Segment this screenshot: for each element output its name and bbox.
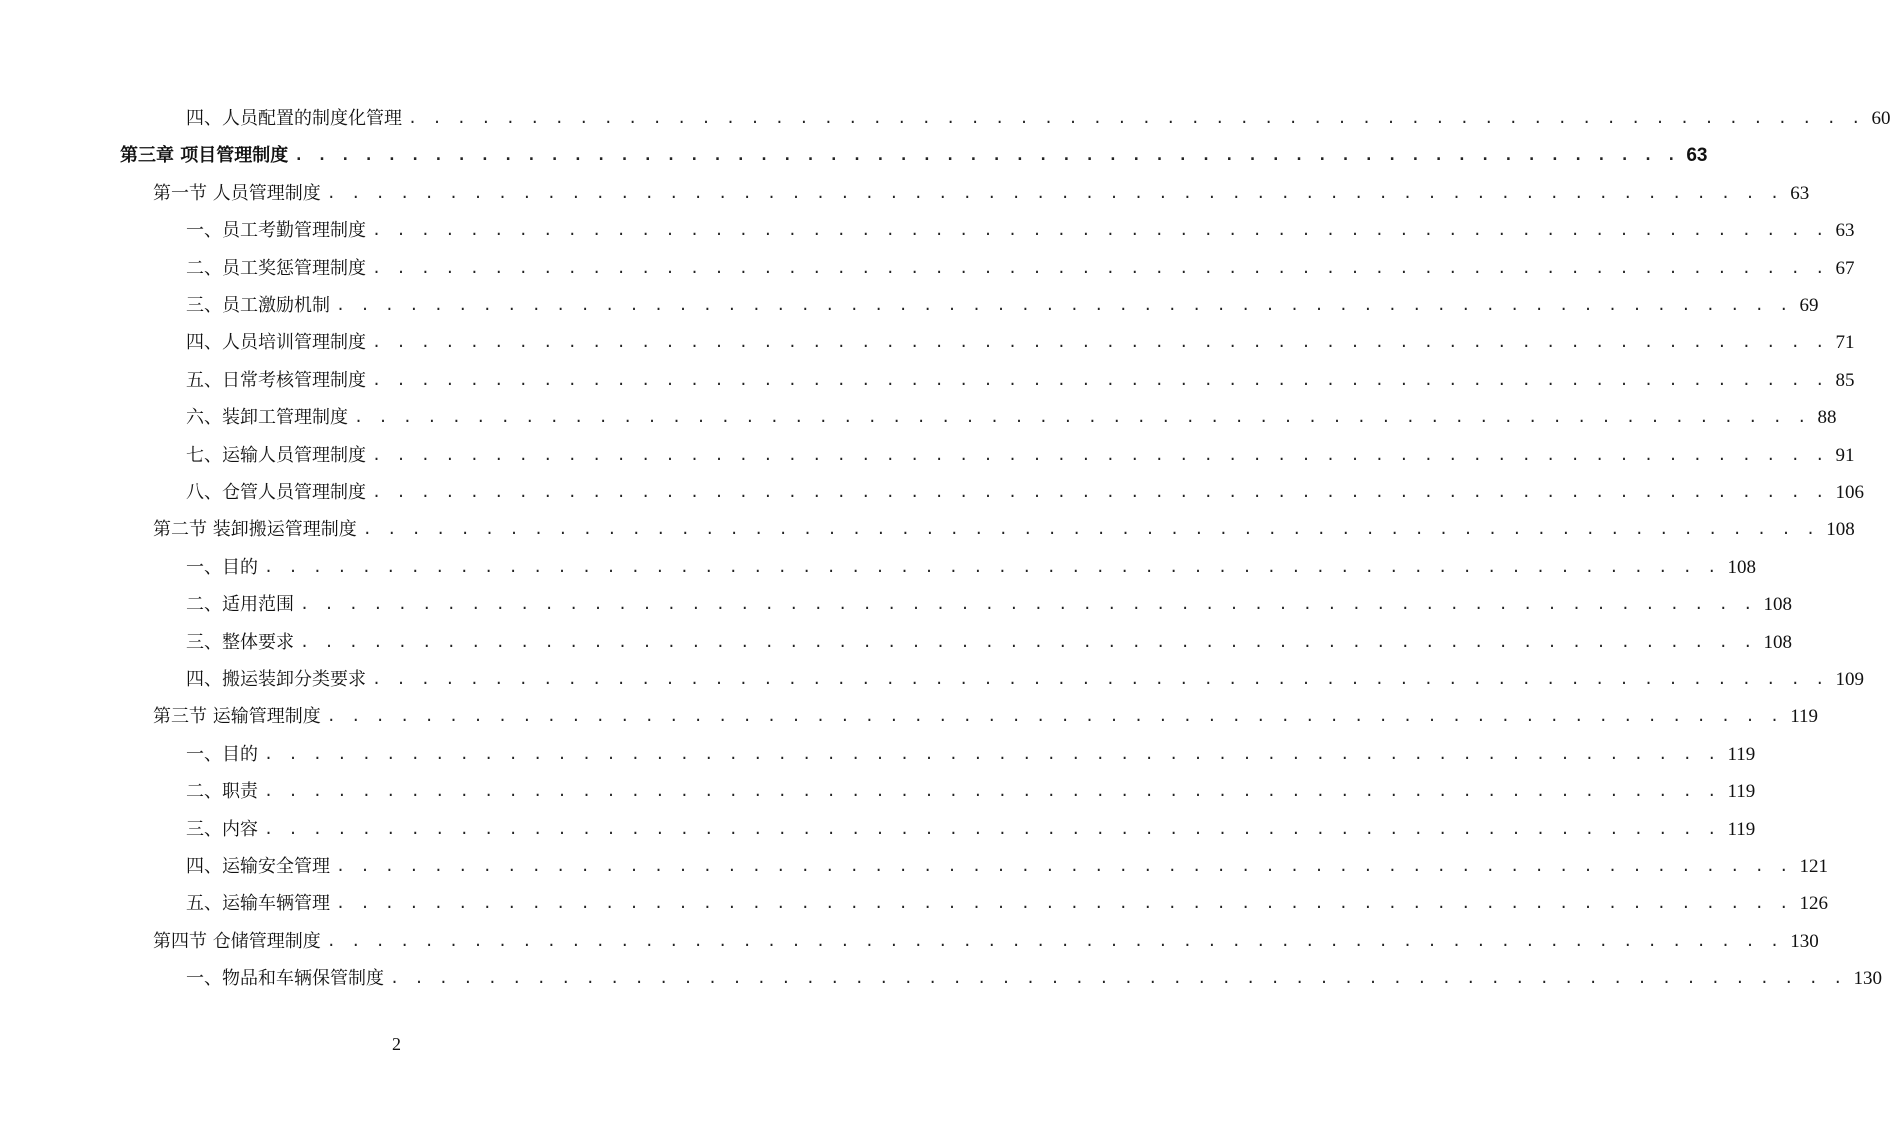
toc-entry-label: 三、内容 xyxy=(186,818,258,840)
toc-leader-dots: . . . . . . . . . . . . . . . . . . . . . . . . . . . . . . . . . . . . . . . . . . . . . . . . . . . . . . . . . . . . xyxy=(372,670,1828,688)
toc-leader-dots: . . . . . . . . . . . . . . . . . . . . . . . . . . . . . . . . . . . . . . . . . . . . . . . . . . . . . . . . . . . . xyxy=(354,408,1810,427)
toc-entry-section[interactable] xyxy=(153,923,1819,960)
toc-entry-label: 三、整体要求 xyxy=(186,631,294,653)
toc-entry-page-number: 126 xyxy=(1799,893,1828,915)
toc-leader-dots: . . . . . . . . . . . . . . . . . . . . . . . . . . . . . . . . . . . . . . . . . . . . . . . . . . . . . . . . . . . . xyxy=(372,445,1828,464)
toc-entry-label: 一、物品和车辆保管制度 xyxy=(186,968,384,990)
toc-entry-item[interactable] xyxy=(186,474,1864,511)
toc-leader-dots: . . . . . . . . . . . . . . . . . . . . . . . . . . . . . . . . . . . . . . . . . . . . . . . . . . . . . . . . . . . . xyxy=(326,931,1783,950)
toc-leader-dots: . . . . . . . . . . . . . . . . . . . . . . . . . . . . . . . . . . . . . . . . . . . . . . . . . . . . . . . . . . . . xyxy=(336,894,1792,913)
toc-entry-page-number: 63 xyxy=(1790,182,1810,204)
toc-leader-dots: . . . . . . . . . . . . . . . . . . . . . . . . . . . . . . . . . . . . . . . . . . . . . . . . . . . . . . . . . . . . xyxy=(336,857,1792,875)
toc-entry-label: 四、运输安全管理 xyxy=(186,856,330,877)
toc-entry-page-number: 106 xyxy=(1835,482,1864,503)
toc-entry-page-number: 69 xyxy=(1799,295,1819,316)
toc-entry-label: 六、装卸工管理制度 xyxy=(186,407,348,429)
toc-entry-label: 五、日常考核管理制度 xyxy=(186,369,366,391)
toc-entry-item[interactable] xyxy=(186,100,1890,137)
toc-leader-dots: . . . . . . . . . . . . . . . . . . . . . . . . . . . . . . . . . . . . . . . . . . . . . . . . . . . . . . . . . . . . xyxy=(336,296,1792,314)
toc-leader-dots: . . . . . . . . . . . . . . . . . . . . . . . . . . . . . . . . . . . . . . . . . . . . . . . . . . . . . . . . . . . . xyxy=(372,483,1828,501)
toc-leader-dots: . . . . . . . . . . . . . . . . . . . . . . . . . . . . . . . . . . . . . . . . . . . . . . . . . . . . . . . . . . . . xyxy=(264,819,1720,838)
toc-entry-item[interactable] xyxy=(186,212,1855,249)
toc-entry-item[interactable] xyxy=(186,549,1756,586)
toc-entry-label: 一、目的 xyxy=(186,556,258,578)
toc-entry-page-number: 63 xyxy=(1686,145,1708,167)
toc-entry-label: 二、员工奖惩管理制度 xyxy=(186,257,366,279)
toc-entry-label: 七、运输人员管理制度 xyxy=(186,444,366,466)
toc-entry-item[interactable] xyxy=(186,324,1855,361)
toc-entry-page-number: 108 xyxy=(1826,519,1855,541)
toc-entry-item[interactable] xyxy=(186,885,1828,922)
toc-entry-item[interactable] xyxy=(186,586,1792,623)
toc-entry-section[interactable] xyxy=(153,511,1855,548)
toc-entry-page-number: 60 xyxy=(1871,108,1890,129)
toc-entry-item[interactable] xyxy=(186,250,1855,287)
toc-entry-page-number: 130 xyxy=(1853,968,1882,990)
toc-entry-item[interactable] xyxy=(186,437,1855,474)
toc-entry-page-number: 119 xyxy=(1727,818,1756,840)
toc-entry-page-number: 108 xyxy=(1763,594,1792,616)
toc-entry-label: 三、员工激励机制 xyxy=(186,295,330,316)
toc-entry-page-number: 108 xyxy=(1763,631,1792,653)
toc-leader-dots: . . . . . . . . . . . . . . . . . . . . . . . . . . . . . . . . . . . . . . . . . . . . . . . . . . . . . . . . . . . . xyxy=(300,595,1756,614)
toc-entry-page-number: 119 xyxy=(1727,781,1756,803)
toc-entry-page-number: 63 xyxy=(1835,220,1855,242)
toc-leader-dots: . . . . . . . . . . . . . . . . . . . . . . . . . . . . . . . . . . . . . . . . . . . . . . . . . . . . . . . . . . . . xyxy=(408,109,1864,127)
toc-entry-page-number: 67 xyxy=(1835,257,1855,279)
toc-leader-dots: . . . . . . . . . . . . . . . . . . . . . . . . . . . . . . . . . . . . . . . . . . . . . . . . . . . . . . . . . . . . xyxy=(372,221,1828,240)
toc-leader-dots: . . . . . . . . . . . . . . . . . . . . . . . . . . . . . . . . . . . . . . . . . . . . . . . . . . . . . . . . . . . . xyxy=(264,744,1720,763)
toc-entry-label: 第三节 运输管理制度 xyxy=(153,706,321,728)
toc-leader-dots: . . . . . . . . . . . . . . . . . . . . . . . . . . . . . . . . . . . . . . . . . . . . . . . . . . . . . . . . . . . . xyxy=(326,183,1783,202)
toc-leader-dots: . . . . . . . . . . . . . . . . . . . . . . . . . . . . . . . . . . . . . . . . . . . . . . . . . . . . . . . . . . . . xyxy=(326,707,1783,726)
toc-entry-label: 八、仓管人员管理制度 xyxy=(186,482,366,503)
toc-entry-label: 四、人员培训管理制度 xyxy=(186,332,366,354)
toc-entry-label: 第二节 装卸搬运管理制度 xyxy=(153,519,357,541)
toc-entry-section[interactable] xyxy=(153,175,1810,212)
toc-leader-dots: . . . . . . . . . . . . . . . . . . . . . . . . . . . . . . . . . . . . . . . . . . . . . . . . . . . . . . . . . . . . xyxy=(362,520,1819,539)
toc-entry-page-number: 108 xyxy=(1727,556,1756,578)
toc-entry-item[interactable] xyxy=(186,736,1756,773)
toc-entry-label: 五、运输车辆管理 xyxy=(186,893,330,915)
toc-leader-dots: . . . . . . . . . . . . . . . . . . . . . . . . . . . . . . . . . . . . . . . . . . . . . . . . . . . . . . . . . . . . xyxy=(300,632,1756,651)
toc-entry-label: 一、员工考勤管理制度 xyxy=(186,220,366,242)
toc-entry-label: 第一节 人员管理制度 xyxy=(153,182,321,204)
toc-leader-dots: . . . . . . . . . . . . . . . . . . . . . . . . . . . . . . . . . . . . . . . . . . . . . . . . . . . . . . . . . . . . xyxy=(264,557,1720,576)
toc-leader-dots: . . . . . . . . . . . . . . . . . . . . . . . . . . . . . . . . . . . . . . . . . . . . . . . . . . . . . . . . . . . . xyxy=(294,146,1679,165)
toc-leader-dots: . . . . . . . . . . . . . . . . . . . . . . . . . . . . . . . . . . . . . . . . . . . . . . . . . . . . . . . . . . . . xyxy=(264,782,1720,801)
toc-entry-label: 第三章 项目管理制度 xyxy=(120,145,289,167)
toc-entry-item[interactable] xyxy=(186,960,1882,997)
toc-entry-page-number: 85 xyxy=(1835,369,1855,391)
toc-entry-item[interactable] xyxy=(186,362,1855,399)
toc-entry-page-number: 121 xyxy=(1799,856,1828,877)
toc-entry-label: 一、目的 xyxy=(186,743,258,765)
toc-leader-dots: . . . . . . . . . . . . . . . . . . . . . . . . . . . . . . . . . . . . . . . . . . . . . . . . . . . . . . . . . . . . xyxy=(390,969,1846,988)
toc-leader-dots: . . . . . . . . . . . . . . . . . . . . . . . . . . . . . . . . . . . . . . . . . . . . . . . . . . . . . . . . . . . . xyxy=(372,333,1828,352)
toc-entry-page-number: 119 xyxy=(1790,706,1818,728)
toc-entry-label: 第四节 仓储管理制度 xyxy=(153,930,321,952)
toc-entry-item[interactable] xyxy=(186,661,1864,698)
toc-entry-page-number: 119 xyxy=(1727,743,1756,765)
toc-entry-label: 二、适用范围 xyxy=(186,594,294,616)
toc-entry-item[interactable] xyxy=(186,624,1792,661)
page-number: 2 xyxy=(392,1034,401,1054)
toc-entry-label: 四、搬运装卸分类要求 xyxy=(186,669,366,690)
toc-entry-label: 四、人员配置的制度化管理 xyxy=(186,108,402,129)
toc-leader-dots: . . . . . . . . . . . . . . . . . . . . . . . . . . . . . . . . . . . . . . . . . . . . . . . . . . . . . . . . . . . . xyxy=(372,370,1828,389)
toc-leader-dots: . . . . . . . . . . . . . . . . . . . . . . . . . . . . . . . . . . . . . . . . . . . . . . . . . . . . . . . . . . . . xyxy=(372,258,1828,277)
toc-entry-item[interactable] xyxy=(186,773,1756,810)
toc-entry-page-number: 130 xyxy=(1790,930,1819,952)
toc-entry-page-number: 71 xyxy=(1835,332,1855,354)
toc-entry-section[interactable] xyxy=(153,698,1818,735)
toc-entry-page-number: 91 xyxy=(1835,444,1855,466)
toc-entry-item[interactable] xyxy=(186,287,1819,324)
toc-entry-chapter[interactable] xyxy=(120,137,1708,174)
toc-entry-item[interactable] xyxy=(186,399,1837,436)
toc-entry-page-number: 109 xyxy=(1835,669,1864,690)
toc-entry-label: 二、职责 xyxy=(186,781,258,803)
toc-entry-page-number: 88 xyxy=(1817,407,1837,429)
toc-entry-item[interactable] xyxy=(186,811,1756,848)
toc-entry-item[interactable] xyxy=(186,848,1828,885)
